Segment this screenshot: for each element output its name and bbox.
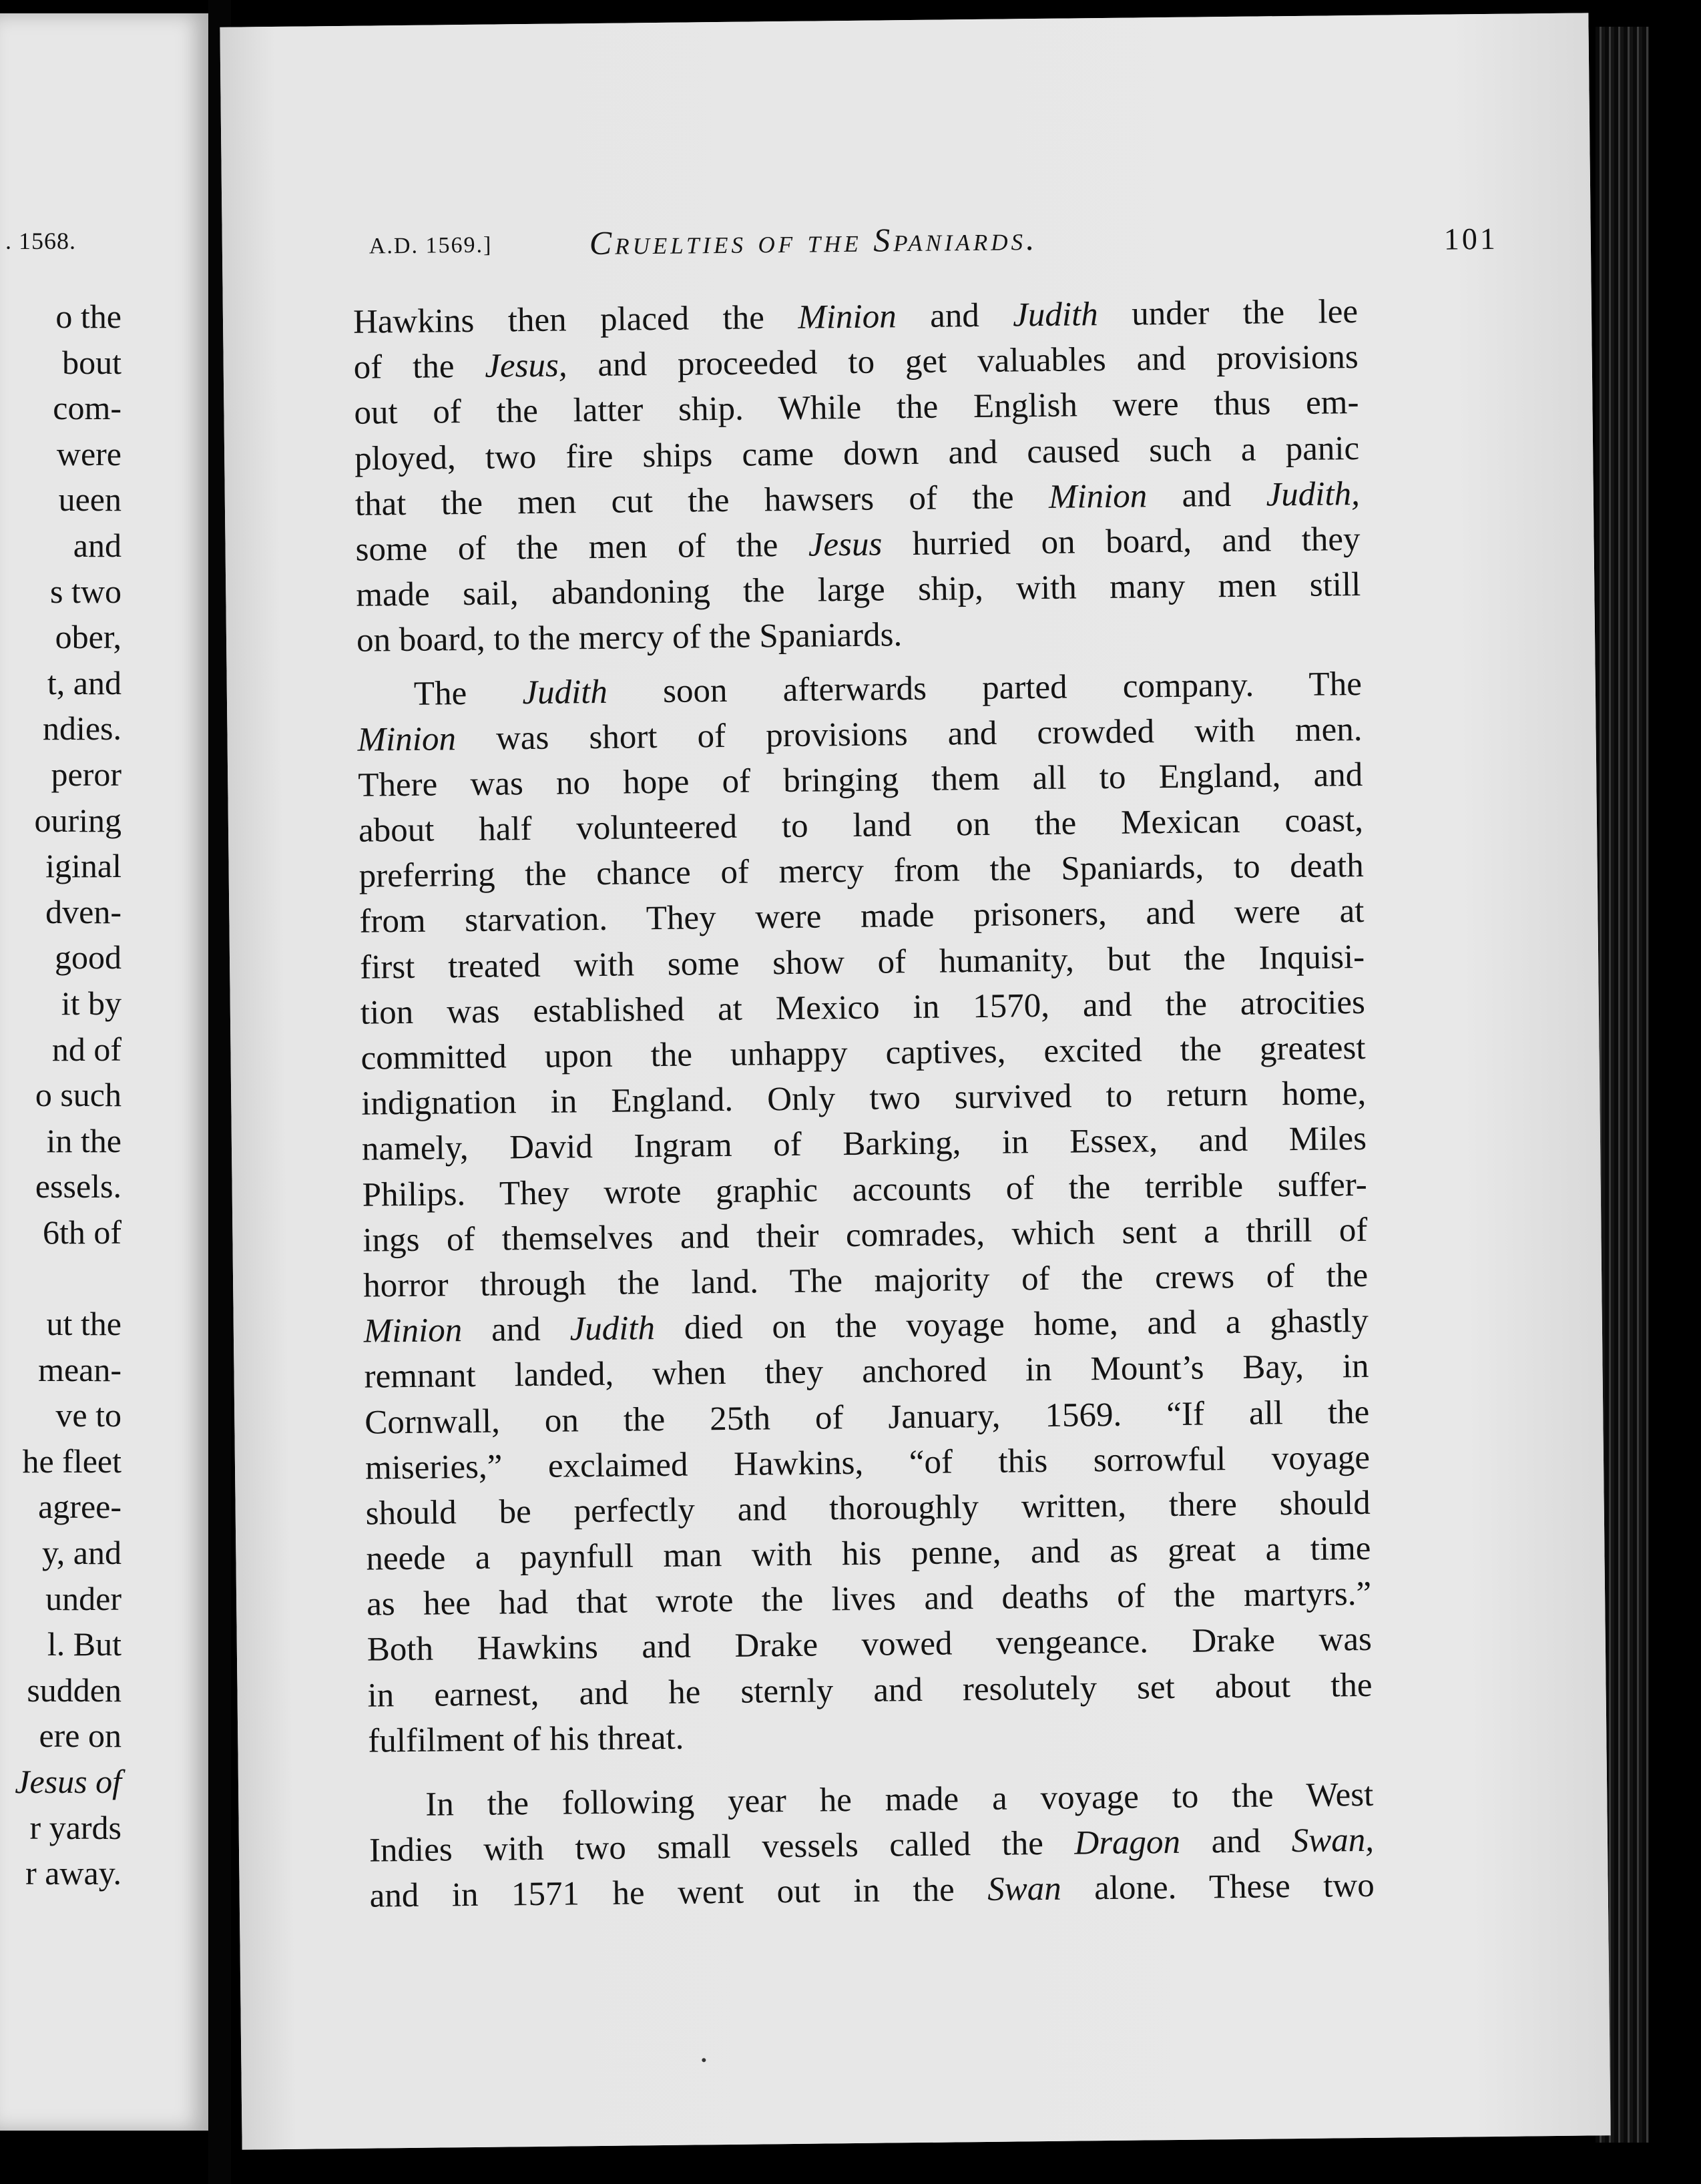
text-line: on board, to the mercy of the Spaniards. bbox=[356, 616, 903, 660]
text-line: There was no hope of bringing them all to England, and bbox=[358, 756, 1363, 804]
text-line: In the following year he made a voyage to the West bbox=[425, 1776, 1374, 1824]
previous-page-line: s two bbox=[50, 572, 121, 610]
text-line: indignation in England. Only two survived to return home, bbox=[361, 1075, 1367, 1123]
header-title: Cruelties of the Spaniards. bbox=[589, 220, 1038, 262]
previous-page-line: o such bbox=[35, 1076, 121, 1114]
text-line: The Judith soon afterwards parted company. The bbox=[413, 665, 1363, 713]
previous-page-line: y, and bbox=[42, 1534, 121, 1572]
previous-page-line: com- bbox=[53, 389, 121, 427]
previous-page-line: good bbox=[55, 938, 121, 977]
text-line: Minion was short of provisions and crowded with men. bbox=[357, 710, 1363, 759]
previous-page-line: nd of bbox=[51, 1030, 121, 1068]
previous-page-line: r yards bbox=[29, 1808, 121, 1846]
previous-page-line: Jesus of bbox=[15, 1763, 121, 1800]
text-line: ployed, two fire ships came down and caused such a panic bbox=[354, 429, 1360, 478]
text-line: preferring the chance of mercy from the Spaniards, to death bbox=[358, 847, 1364, 895]
previous-page-line: ere on bbox=[39, 1717, 121, 1755]
previous-page-line: ndies. bbox=[42, 710, 121, 748]
previous-page bbox=[0, 13, 208, 2131]
previous-page-line: l. But bbox=[47, 1625, 121, 1663]
text-line: remnant landed, when they anchored in Mount’s Bay, in bbox=[364, 1348, 1369, 1396]
text-line: miseries,” exclaimed Hawkins, “of this sorrowful voyage bbox=[364, 1438, 1371, 1487]
text-line: ings of themselves and their comrades, which sent a thrill of bbox=[362, 1211, 1368, 1260]
text-line: neede a paynfull man with his penne, and as great a time bbox=[366, 1529, 1371, 1578]
previous-page-line: ueen bbox=[58, 481, 121, 519]
paragraph-3 bbox=[369, 1772, 1375, 1919]
previous-page-line: peror bbox=[51, 755, 121, 793]
previous-page-line: sudden bbox=[27, 1671, 121, 1709]
text-line: Minion and Judith died on the voyage home, and a ghastly bbox=[363, 1302, 1369, 1350]
text-line: horror through the land. The majority of the crews of the bbox=[362, 1256, 1369, 1305]
previous-page-line: agree- bbox=[38, 1488, 121, 1526]
previous-page-line: mean- bbox=[38, 1350, 121, 1388]
previous-page-line: o the bbox=[55, 298, 121, 335]
previous-page-line: dven- bbox=[45, 892, 121, 930]
text-line: made sail, abandoning the large ship, with many men still bbox=[356, 566, 1361, 614]
text-line: Cornwall, on the 25th of January, 1569. “If all the bbox=[364, 1393, 1370, 1442]
previous-page-line: 6th of bbox=[42, 1213, 121, 1251]
previous-page-line: under bbox=[45, 1579, 121, 1617]
previous-page-line: in the bbox=[46, 1121, 121, 1159]
text-line: that the men cut the hawsers of the Minion and Judith, bbox=[354, 475, 1361, 523]
previous-page-line: t, and bbox=[47, 663, 121, 702]
text-line: namely, David Ingram of Barking, in Essex, and Miles bbox=[361, 1120, 1367, 1169]
text-line: some of the men of the Jesus hurried on board, and they bbox=[355, 520, 1361, 569]
previous-page-line: essels. bbox=[35, 1167, 121, 1205]
paragraph-1 bbox=[353, 289, 1362, 663]
text-line: from starvation. They were made prisoners, and were at bbox=[359, 892, 1365, 941]
text-line: should be perfectly and thoroughly written, there should bbox=[365, 1484, 1371, 1533]
previous-page-line: ut the bbox=[46, 1305, 121, 1343]
previous-page-line: ober, bbox=[55, 618, 121, 656]
text-line: committed upon the unhappy captives, excited the greatest bbox=[360, 1029, 1366, 1077]
previous-page-line: and bbox=[73, 526, 121, 564]
previous-page-header: . 1568. bbox=[5, 228, 76, 254]
previous-page-line: r away. bbox=[25, 1854, 121, 1892]
previous-page-line: ouring bbox=[34, 801, 121, 839]
page-number: 101 bbox=[1443, 221, 1499, 256]
text-line: as hee had that wrote the lives and deaths of the martyrs.” bbox=[366, 1575, 1372, 1623]
running-header bbox=[369, 214, 1571, 273]
print-speck bbox=[702, 2058, 706, 2062]
previous-page-line: bout bbox=[62, 343, 121, 381]
text-line: Hawkins then placed the Minion and Judith under the lee bbox=[352, 292, 1359, 341]
previous-page-line: iginal bbox=[45, 847, 121, 885]
text-line: in earnest, and he sternly and resolutely set about the bbox=[367, 1666, 1373, 1715]
previous-page-line: he fleet bbox=[22, 1442, 121, 1480]
text-line: of the Jesus, and proceeded to get valuables and provisions bbox=[353, 338, 1359, 386]
body-text bbox=[353, 289, 1375, 1919]
text-line: fulfilment of his threat. bbox=[368, 1719, 684, 1760]
text-line: Indies with two small vessels called the Dragon and Swan, bbox=[369, 1822, 1375, 1870]
previous-page-line: were bbox=[56, 435, 121, 473]
text-line: and in 1571 he went out in the Swan alone. These two bbox=[369, 1867, 1375, 1915]
text-line: tion was established at Mexico in 1570, and the atrocities bbox=[360, 983, 1366, 1032]
text-line: Philips. They wrote graphic accounts of the terrible suffer- bbox=[362, 1165, 1367, 1214]
text-line: out of the latter ship. While the English were thus em- bbox=[354, 384, 1359, 433]
previous-page-line bbox=[15, 1255, 121, 1301]
previous-page-text bbox=[15, 294, 121, 1896]
text-line: about half volunteered to land on the Mexican coast, bbox=[358, 802, 1364, 850]
header-date: A.D. 1569.] bbox=[369, 232, 493, 259]
previous-page-line: it by bbox=[61, 984, 121, 1022]
text-line: Both Hawkins and Drake vowed vengeance. Drake was bbox=[367, 1621, 1373, 1669]
text-line: first treated with some show of humanity, but the Inquisi- bbox=[359, 938, 1365, 987]
previous-page-line: ve to bbox=[55, 1396, 121, 1434]
paragraph-2 bbox=[357, 661, 1373, 1763]
book-page bbox=[220, 13, 1610, 2149]
